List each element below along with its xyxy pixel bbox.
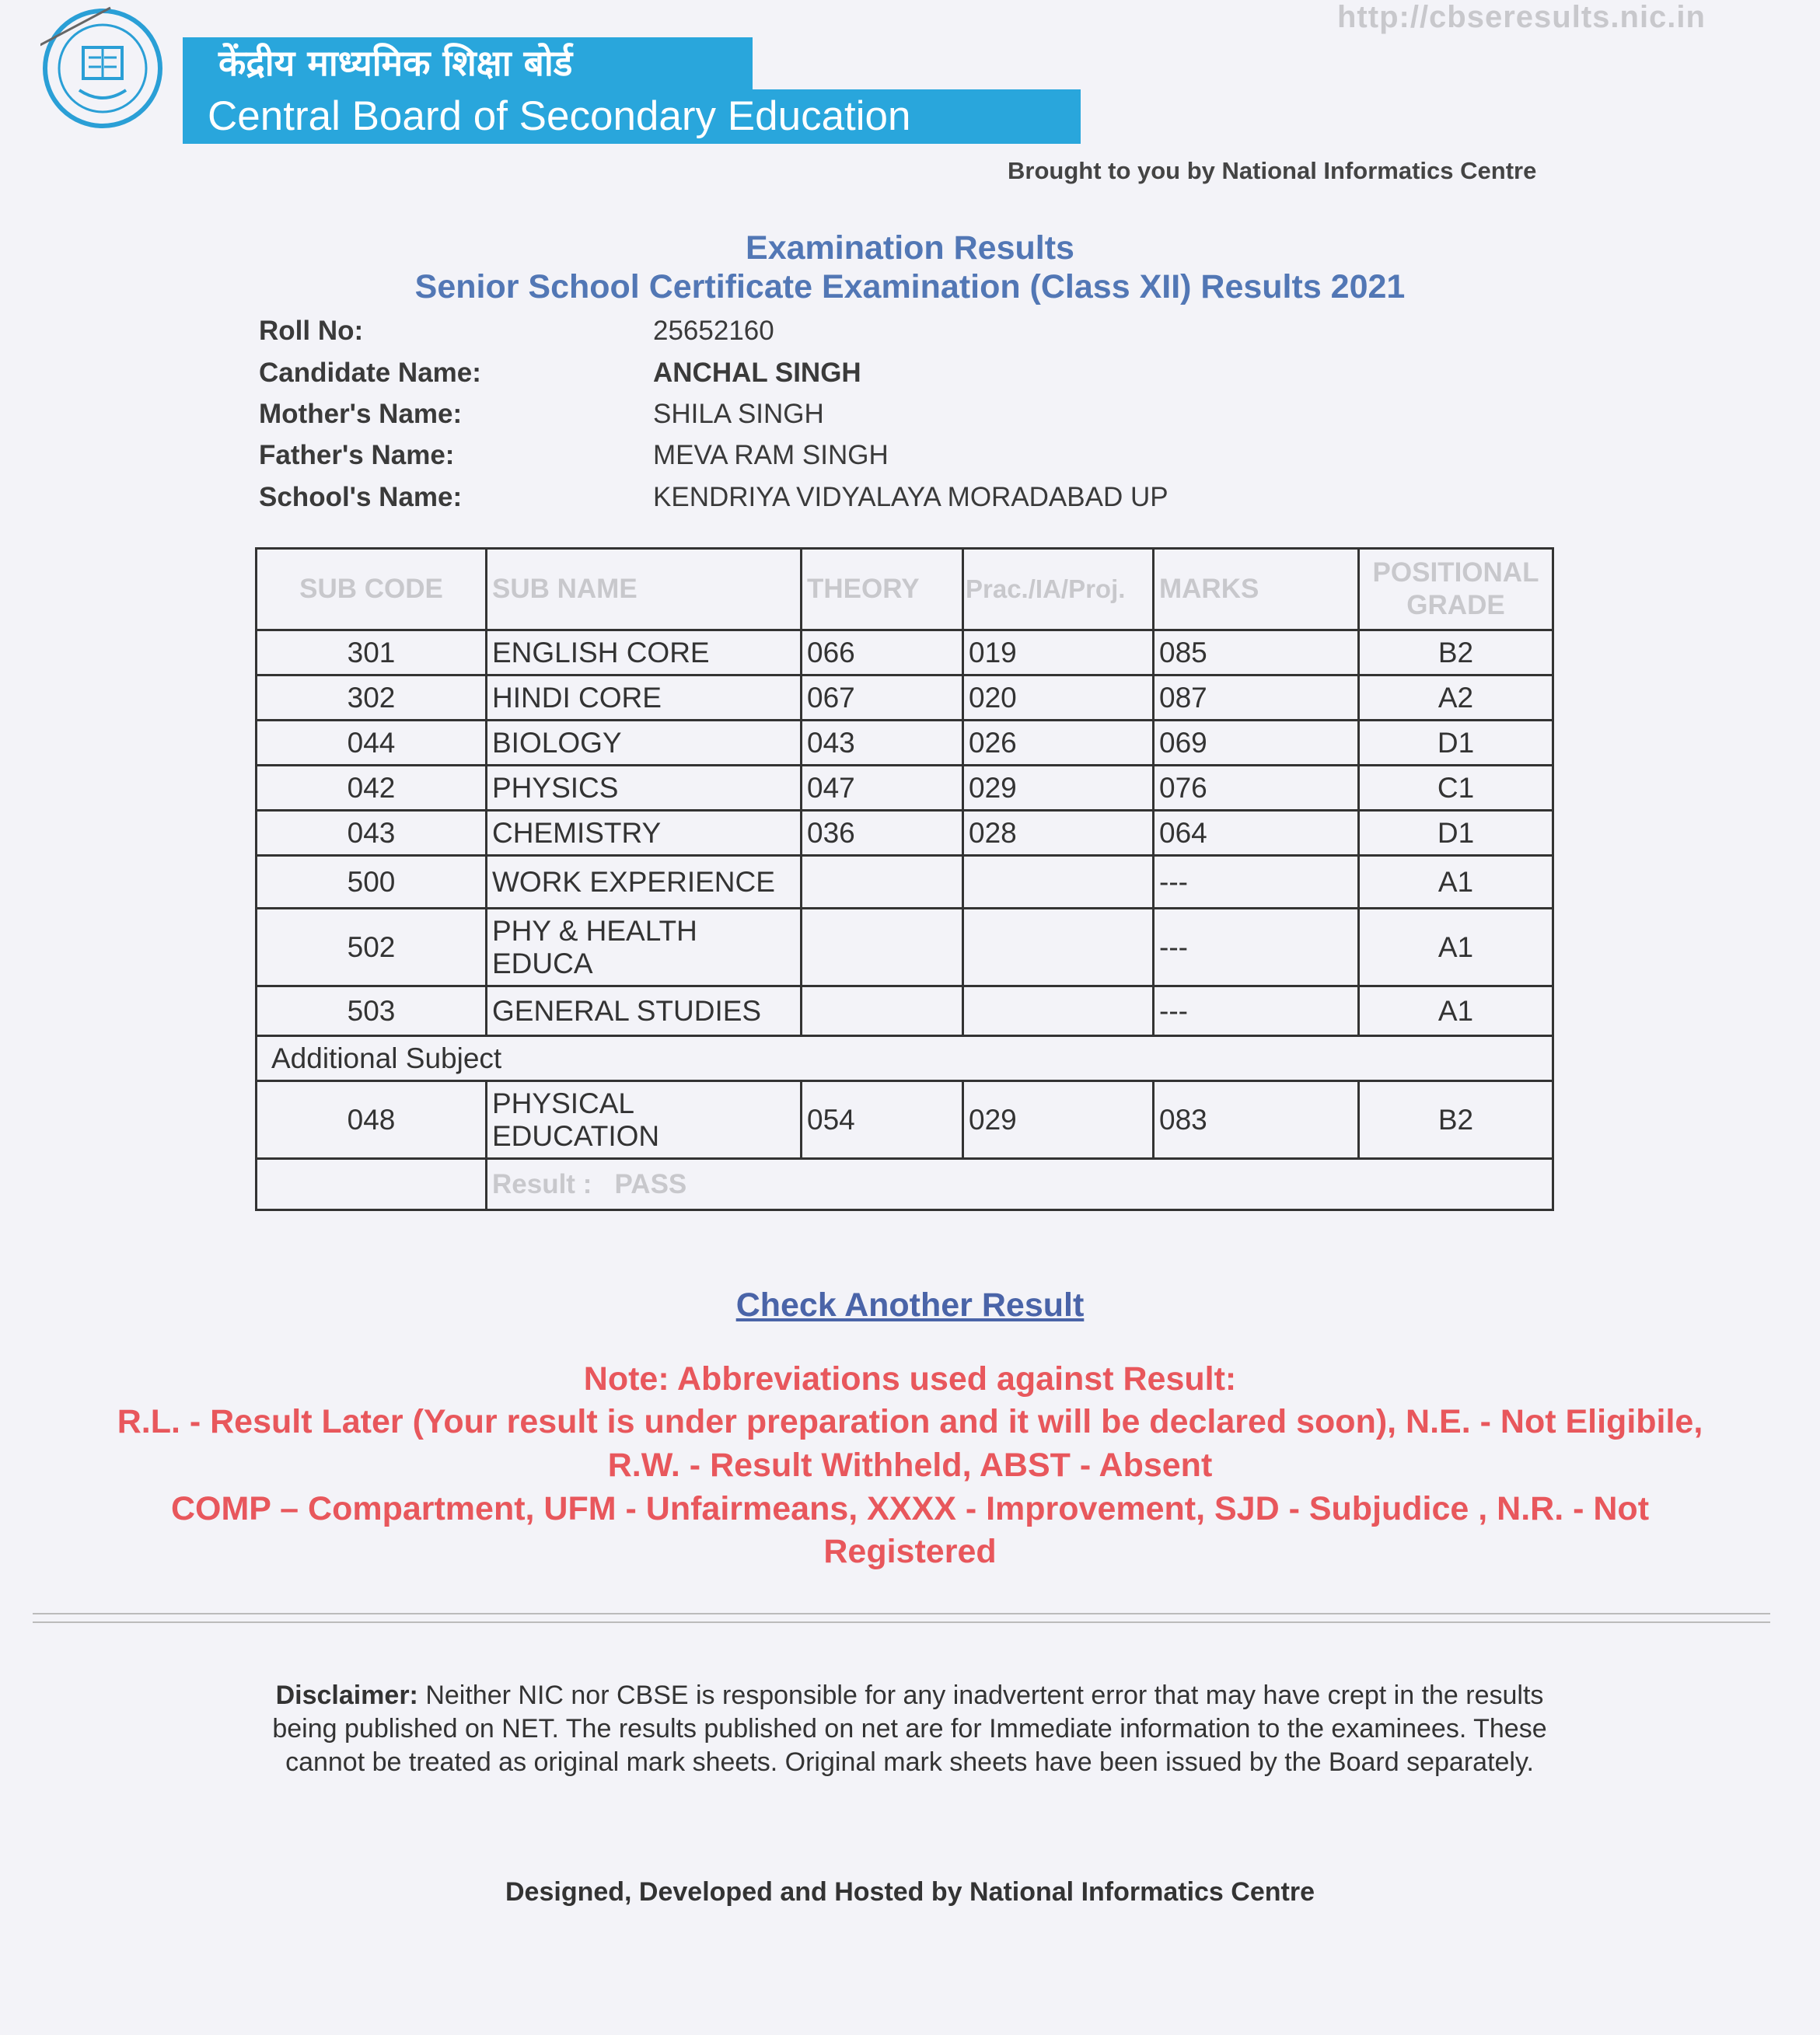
sub-code: 503	[257, 986, 487, 1036]
total-marks: ---	[1154, 986, 1359, 1036]
grade: A1	[1359, 856, 1553, 909]
practical-marks: 026	[963, 721, 1154, 766]
table-header-row	[257, 549, 1553, 630]
father-name-label: Father's Name:	[259, 440, 455, 470]
header-sub-code: SUB CODE	[257, 549, 487, 630]
disclaimer	[249, 1679, 1570, 1779]
result-cell	[487, 1159, 1553, 1210]
disclaimer-text: Neither NIC nor CBSE is responsible for any inadvertent error that may have crept in the results being published on NET. The results published on net are for Immediate information to the examinees. These cannot be treated as original mark sheets. Original mark sheets have been issued by the Board separately.	[272, 1681, 1547, 1777]
school-name-label: School's Name:	[259, 482, 463, 512]
grade: A1	[1359, 986, 1553, 1036]
note-line-2: R.W. - Result Withheld, ABST - Absent	[607, 1447, 1213, 1484]
sub-code: 043	[257, 811, 487, 856]
mother-name-value: SHILA SINGH	[653, 399, 824, 429]
total-marks: ---	[1154, 909, 1359, 986]
note-line-4: Registered	[823, 1533, 997, 1570]
table-row	[257, 675, 1553, 721]
total-marks: 069	[1154, 721, 1359, 766]
sub-code: 044	[257, 721, 487, 766]
sub-name: PHY & HEALTH EDUCA	[487, 909, 802, 986]
theory-marks	[802, 909, 963, 986]
header-practical: Prac./IA/Proj.	[963, 549, 1154, 630]
sub-name: HINDI CORE	[487, 675, 802, 721]
additional-subject-label: Additional Subject	[257, 1036, 1553, 1081]
theory-marks: 054	[802, 1081, 963, 1159]
header-marks: MARKS	[1154, 549, 1359, 630]
practical-marks: 029	[963, 766, 1154, 811]
theory-marks: 047	[802, 766, 963, 811]
table-row	[257, 630, 1553, 675]
sub-name: GENERAL STUDIES	[487, 986, 802, 1036]
practical-marks	[963, 909, 1154, 986]
sub-name: PHYSICAL EDUCATION	[487, 1081, 802, 1159]
total-marks: ---	[1154, 856, 1359, 909]
table-row	[257, 856, 1553, 909]
note-line-1: R.L. - Result Later (Your result is under preparation and it will be declared soon), N.E. - Not Eligibile,	[117, 1403, 1703, 1440]
note-title: Note: Abbreviations used against Result:	[583, 1360, 1237, 1398]
practical-marks: 029	[963, 1081, 1154, 1159]
sub-code: 500	[257, 856, 487, 909]
total-marks: 076	[1154, 766, 1359, 811]
theory-marks	[802, 856, 963, 909]
note-line-3: COMP – Compartment, UFM - Unfairmeans, XXXX - Improvement, SJD - Subjudice , N.R. - Not	[170, 1490, 1650, 1527]
sub-code: 302	[257, 675, 487, 721]
sub-code: 048	[257, 1081, 487, 1159]
header-positional-grade: POSITIONAL GRADE	[1359, 549, 1553, 630]
sub-code: 301	[257, 630, 487, 675]
grade: D1	[1359, 721, 1553, 766]
sub-name: CHEMISTRY	[487, 811, 802, 856]
header-theory: THEORY	[802, 549, 963, 630]
sub-name: ENGLISH CORE	[487, 630, 802, 675]
grade: A2	[1359, 675, 1553, 721]
check-another-result-link[interactable]: Check Another Result	[735, 1286, 1085, 1324]
result-empty-cell	[257, 1159, 487, 1210]
total-marks: 083	[1154, 1081, 1359, 1159]
total-marks: 085	[1154, 630, 1359, 675]
theory-marks	[802, 986, 963, 1036]
grade: B2	[1359, 630, 1553, 675]
board-name-hindi: केंद्रीय माध्यमिक शिक्षा बोर्ड	[183, 37, 753, 90]
cbse-emblem-logo	[40, 5, 165, 137]
theory-marks: 066	[802, 630, 963, 675]
table-row	[257, 766, 1553, 811]
result-label: Result :	[492, 1168, 592, 1199]
exam-title: Senior School Certificate Examination (Class XII) Results 2021	[414, 268, 1406, 305]
table-row	[257, 721, 1553, 766]
sub-name: PHYSICS	[487, 766, 802, 811]
table-row	[257, 909, 1553, 986]
board-name-english: Central Board of Secondary Education	[183, 89, 1081, 144]
result-value: PASS	[614, 1168, 687, 1199]
table-row	[257, 986, 1553, 1036]
divider	[33, 1613, 1770, 1614]
theory-marks: 067	[802, 675, 963, 721]
result-row	[257, 1159, 1553, 1210]
practical-marks	[963, 856, 1154, 909]
sub-name: BIOLOGY	[487, 721, 802, 766]
practical-marks: 019	[963, 630, 1154, 675]
disclaimer-label: Disclaimer:	[275, 1681, 418, 1710]
brought-by-text: Brought to you by National Informatics Centre	[1008, 157, 1537, 184]
candidate-name-value: ANCHAL SINGH	[653, 358, 861, 388]
table-row	[257, 1081, 1553, 1159]
mother-name-label: Mother's Name:	[259, 399, 463, 429]
sub-code: 502	[257, 909, 487, 986]
candidate-name-label: Candidate Name:	[259, 358, 481, 388]
divider	[33, 1621, 1770, 1623]
footer-credit: Designed, Developed and Hosted by National Informatics Centre	[505, 1877, 1315, 1907]
practical-marks: 020	[963, 675, 1154, 721]
grade: B2	[1359, 1081, 1553, 1159]
sub-name: WORK EXPERIENCE	[487, 856, 802, 909]
header-sub-name: SUB NAME	[487, 549, 802, 630]
practical-marks: 028	[963, 811, 1154, 856]
grade: A1	[1359, 909, 1553, 986]
roll-no-value: 25652160	[653, 316, 774, 346]
marks-table	[255, 547, 1554, 1211]
theory-marks: 036	[802, 811, 963, 856]
additional-subject-row	[257, 1036, 1553, 1081]
grade: C1	[1359, 766, 1553, 811]
results-heading: Examination Results	[746, 229, 1074, 267]
theory-marks: 043	[802, 721, 963, 766]
school-name-value: KENDRIYA VIDYALAYA MORADABAD UP	[653, 482, 1169, 512]
grade: D1	[1359, 811, 1553, 856]
practical-marks	[963, 986, 1154, 1036]
total-marks: 087	[1154, 675, 1359, 721]
sub-code: 042	[257, 766, 487, 811]
total-marks: 064	[1154, 811, 1359, 856]
table-row	[257, 811, 1553, 856]
site-url: http://cbseresults.nic.in	[1337, 0, 1706, 34]
father-name-value: MEVA RAM SINGH	[653, 440, 889, 470]
roll-no-label: Roll No:	[259, 316, 364, 346]
